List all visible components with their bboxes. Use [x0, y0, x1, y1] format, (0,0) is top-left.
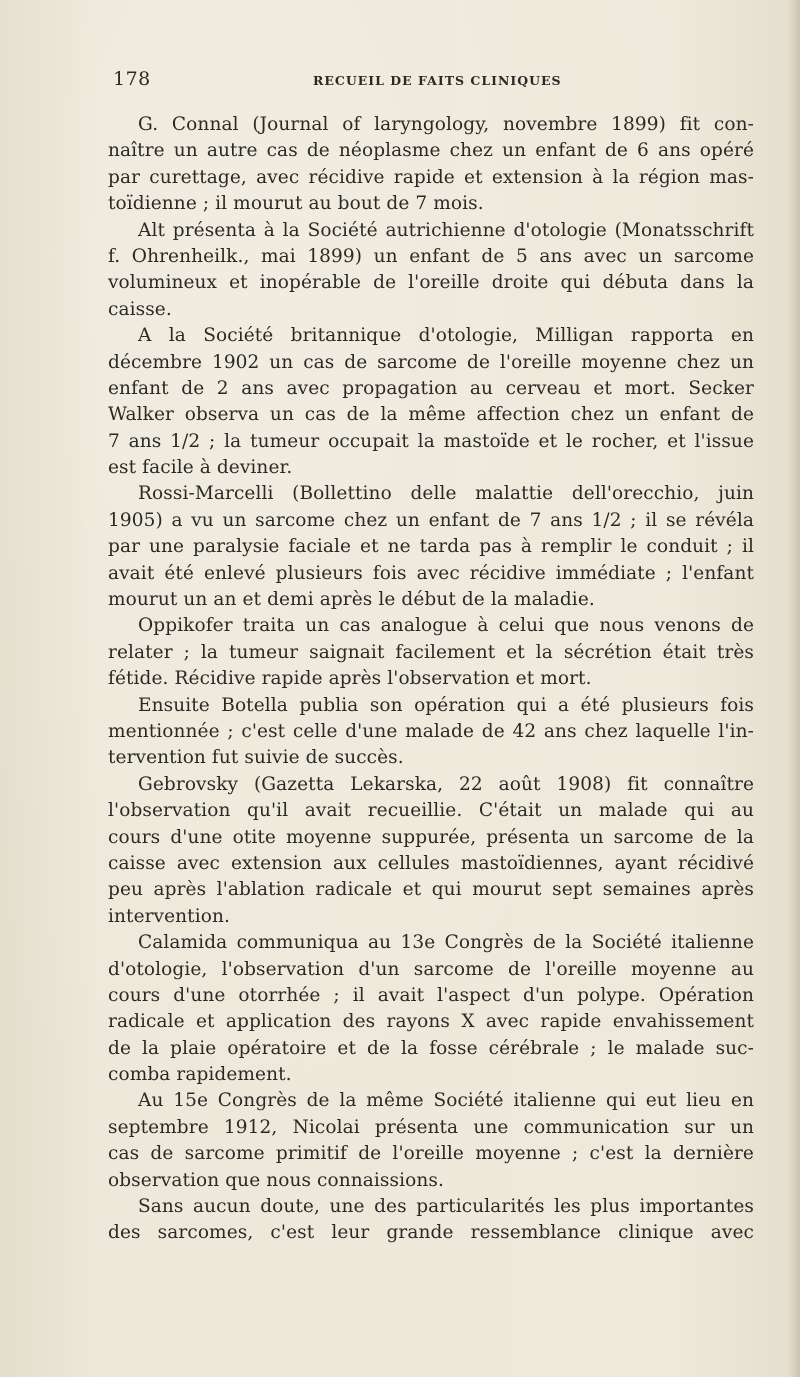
- text-line: est facile à deviner.: [108, 457, 293, 479]
- text-line: d'otologie, l'observation d'un sarcome de l'oreille moyenne au: [108, 958, 754, 980]
- text-line: avait été enlevé plusieurs fois avec récidive immédiate ; l'enfant: [108, 562, 754, 584]
- text-line: mourut un an et demi après le début de la maladie.: [108, 589, 595, 611]
- text-line: peu après l'ablation radicale et qui mourut sept semaines après: [108, 879, 754, 901]
- text-line: naître un autre cas de néoplasme chez un enfant de 6 ans opéré: [108, 140, 754, 162]
- text-line: mentionnée ; c'est celle d'une malade de 42 ans chez laquelle l'in-: [108, 720, 754, 742]
- text-line: enfant de 2 ans avec propagation au cerveau et mort. Secker: [108, 377, 754, 399]
- text-line: caisse.: [108, 298, 172, 320]
- text-line: cours d'une otite moyenne suppurée, présenta un sarcome de la: [108, 826, 754, 848]
- text-line: 7 ans 1/2 ; la tumeur occupait la mastoïde et le rocher, et l'issue: [108, 430, 754, 452]
- text-line: comba rapidement.: [108, 1064, 292, 1086]
- text-line: cas de sarcome primitif de l'oreille moyenne ; c'est la dernière: [108, 1143, 754, 1165]
- text-line: observation que nous connaissions.: [108, 1169, 444, 1191]
- text-line: l'observation qu'il avait recueillie. C'était un malade qui au: [108, 800, 754, 822]
- text-line: Sans aucun doute, une des particularités les plus importantes: [138, 1196, 754, 1218]
- text-line: par une paralysie faciale et ne tarda pas à remplir le conduit ; il: [108, 536, 754, 558]
- running-head: RECUEIL DE FAITS CLINIQUES: [313, 73, 562, 88]
- text-line: Rossi-Marcelli (Bollettino delle malattie dell'orecchio, juin: [138, 483, 754, 505]
- text-line: caisse avec extension aux cellules mastoïdiennes, ayant récidivé: [108, 852, 754, 874]
- text-line: Calamida communiqua au 13e Congrès de la Société italienne: [138, 932, 754, 954]
- text-line: septembre 1912, Nicolai présenta une communication sur un: [108, 1116, 754, 1138]
- text-line: fétide. Récidive rapide après l'observation et mort.: [108, 668, 592, 690]
- text-line: f. Ohrenheilk., mai 1899) un enfant de 5 ans avec un sarcome: [108, 245, 754, 267]
- text-line: G. Connal (Journal of laryngology, novembre 1899) fit con-: [138, 114, 754, 135]
- text-line: des sarcomes, c'est leur grande ressemblance clinique avec: [108, 1222, 754, 1244]
- text-line: cours d'une otorrhée ; il avait l'aspect d'un polype. Opération: [108, 984, 754, 1006]
- text-line: 1905) a vu un sarcome chez un enfant de 7 ans 1/2 ; il se révéla: [108, 509, 754, 531]
- text-line: intervention.: [108, 905, 230, 927]
- text-line: relater ; la tumeur saignait facilement et la sécrétion était très: [108, 641, 754, 663]
- text-line: Gebrovsky (Gazetta Lekarska, 22 août 1908) fit connaître: [138, 773, 754, 795]
- text-line: volumineux et inopérable de l'oreille droite qui débuta dans la: [108, 272, 754, 294]
- text-line: tervention fut suivie de succès.: [108, 747, 404, 769]
- text-line: A la Société britannique d'otologie, Milligan rapporta en: [138, 325, 754, 347]
- page-number: 178: [113, 68, 151, 90]
- text-line: Walker observa un cas de la même affection chez un enfant de: [108, 404, 754, 426]
- text-line: Alt présenta à la Société autrichienne d'otologie (Monatsschrift: [138, 219, 754, 241]
- text-line: par curettage, avec récidive rapide et extension à la région mas-: [108, 166, 754, 188]
- text-line: décembre 1902 un cas de sarcome de l'oreille moyenne chez un: [108, 351, 754, 373]
- text-line: de la plaie opératoire et de la fosse cérébrale ; le malade suc-: [108, 1037, 754, 1059]
- text-line: radicale et application des rayons X avec rapide envahissement: [108, 1011, 754, 1033]
- text-line: Ensuite Botella publia son opération qui a été plusieurs fois: [138, 694, 754, 716]
- text-line: toïdienne ; il mourut au bout de 7 mois.: [108, 193, 484, 215]
- text-line: Au 15e Congrès de la même Société italienne qui eut lieu en: [138, 1090, 754, 1112]
- page-edge-shadow: [788, 0, 800, 1377]
- body-text: [108, 112, 754, 1247]
- text-line: Oppikofer traita un cas analogue à celui que nous venons de: [138, 615, 754, 637]
- page-header: [113, 68, 713, 98]
